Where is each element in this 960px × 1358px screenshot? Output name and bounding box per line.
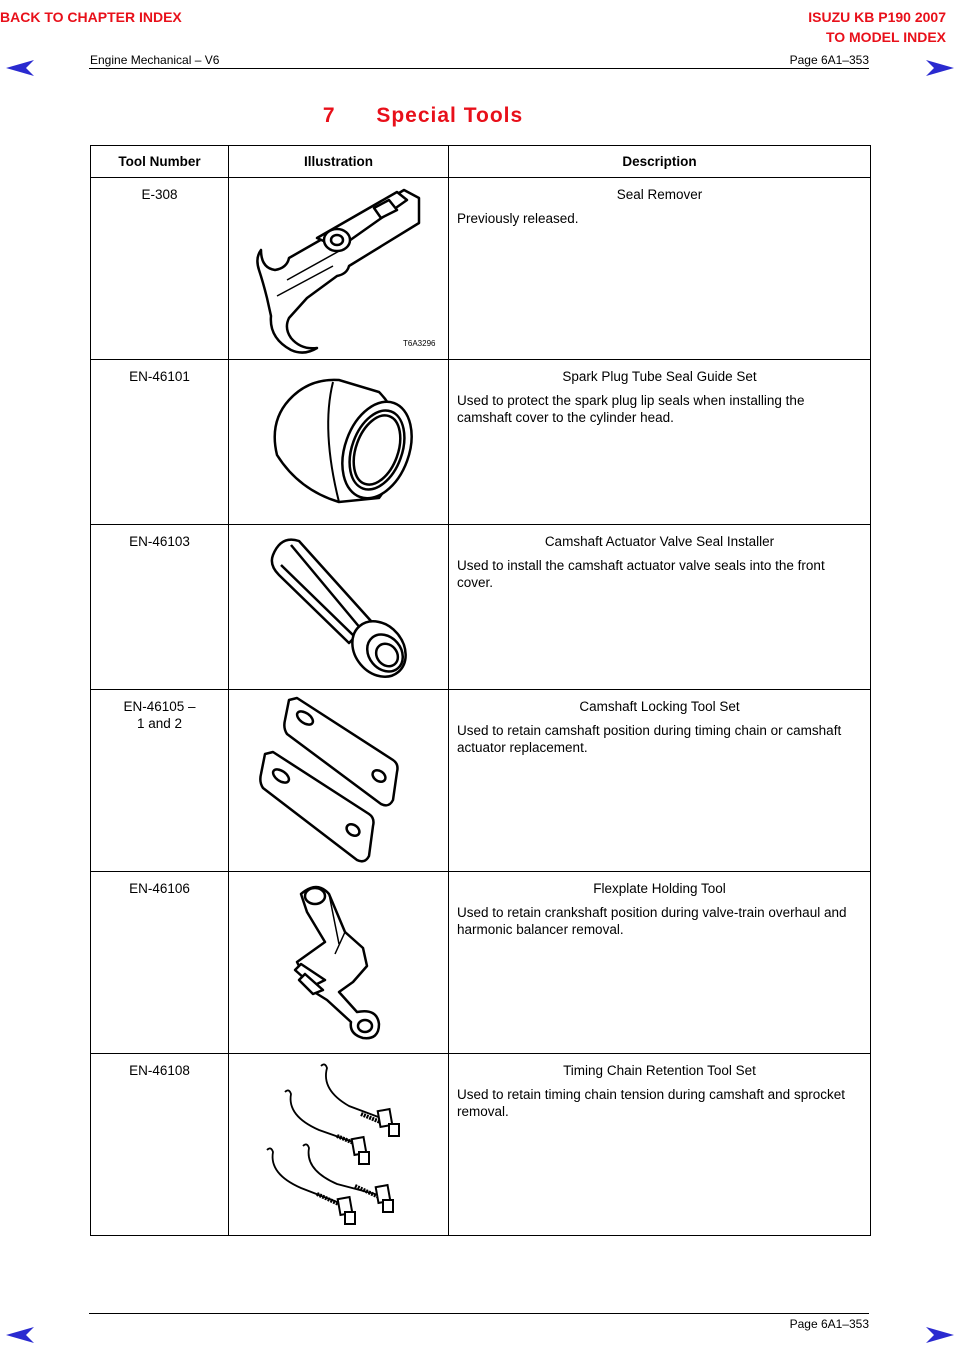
tool-name: Spark Plug Tube Seal Guide Set	[562, 369, 757, 384]
tool-description	[449, 360, 871, 525]
tool-number-text: EN-46103	[129, 534, 190, 549]
previous-page-arrow-icon[interactable]	[4, 1325, 36, 1345]
tool-description-text: Previously released.	[457, 211, 579, 226]
tool-name: Camshaft Actuator Valve Seal Installer	[544, 534, 775, 549]
illustration-label: T6A3296	[403, 339, 436, 348]
tool-description	[449, 525, 871, 690]
locking-plates-illustration	[229, 690, 449, 871]
column-header: Tool Number	[91, 146, 229, 178]
header-rule	[89, 68, 869, 69]
tool-illustration	[229, 360, 449, 525]
tool-number	[91, 178, 229, 360]
tool-description-text: Used to retain crankshaft position during valve-train overhaul and harmonic balancer removal.	[457, 905, 847, 937]
tool-number-text: EN-46101	[129, 369, 190, 384]
table-row	[91, 360, 871, 525]
tool-number-text: EN-46105 –	[123, 699, 196, 714]
tool-description-text: Used to protect the spark plug lip seals when installing the camshaft cover to the cylinder head.	[457, 393, 805, 425]
tool-number	[91, 525, 229, 690]
table-row	[91, 178, 871, 360]
tool-description	[449, 1054, 871, 1236]
to-model-index-link[interactable]: TO MODEL INDEX	[825, 29, 946, 45]
tool-number	[91, 360, 229, 525]
tool-number	[91, 1054, 229, 1236]
tool-number-text: EN-46106	[129, 881, 190, 896]
tool-description	[449, 178, 871, 360]
tool-number-text: 1 and 2	[136, 716, 183, 731]
tool-name: Seal Remover	[616, 187, 703, 202]
tool-description-text: Used to retain timing chain tension during camshaft and sprocket removal.	[457, 1087, 845, 1119]
table-row	[91, 872, 871, 1054]
table-row	[91, 690, 871, 872]
timing-chain-retention-set-illustration	[229, 1054, 449, 1235]
tool-name: Flexplate Holding Tool	[593, 881, 726, 896]
table-row	[91, 525, 871, 690]
tool-illustration	[229, 525, 449, 690]
next-page-arrow-icon[interactable]	[924, 58, 956, 78]
column-header: Description	[449, 146, 871, 178]
footer-page-number: Page 6A1–353	[789, 1317, 869, 1331]
section-title: Special Tools	[376, 104, 524, 127]
tool-illustration	[229, 178, 449, 360]
seal-guide-illustration	[229, 360, 449, 524]
tool-number-text: E-308	[141, 187, 178, 202]
tool-description	[449, 872, 871, 1054]
special-tools-table	[90, 145, 871, 1236]
next-page-arrow-icon[interactable]	[924, 1325, 956, 1345]
previous-page-arrow-icon[interactable]	[4, 58, 36, 78]
tool-illustration	[229, 690, 449, 872]
tool-description-text: Used to install the camshaft actuator valve seals into the front cover.	[457, 558, 825, 590]
header-section-name: Engine Mechanical – V6	[90, 53, 220, 67]
seal-remover-illustration	[229, 178, 449, 359]
flexplate-holding-tool-illustration	[229, 872, 449, 1053]
tool-description	[449, 690, 871, 872]
column-header: Illustration	[229, 146, 449, 178]
model-title-link[interactable]: ISUZU KB P190 2007	[808, 9, 946, 25]
tool-name: Camshaft Locking Tool Set	[579, 699, 740, 714]
tool-description-text: Used to retain camshaft position during timing chain or camshaft actuator replacement.	[457, 723, 842, 755]
table-row	[91, 1054, 871, 1236]
header-page-number: Page 6A1–353	[789, 53, 869, 67]
tool-number	[91, 690, 229, 872]
tool-number	[91, 872, 229, 1054]
tool-name: Timing Chain Retention Tool Set	[563, 1063, 756, 1078]
seal-installer-illustration	[229, 525, 449, 689]
back-to-chapter-index-link[interactable]: BACK TO CHAPTER INDEX	[0, 9, 182, 25]
table-header-row	[91, 146, 871, 178]
footer-rule	[89, 1313, 869, 1314]
section-number: 7	[322, 104, 336, 127]
page-title	[0, 104, 846, 128]
tool-illustration	[229, 872, 449, 1054]
tool-number-text: EN-46108	[129, 1063, 190, 1078]
tool-illustration	[229, 1054, 449, 1236]
